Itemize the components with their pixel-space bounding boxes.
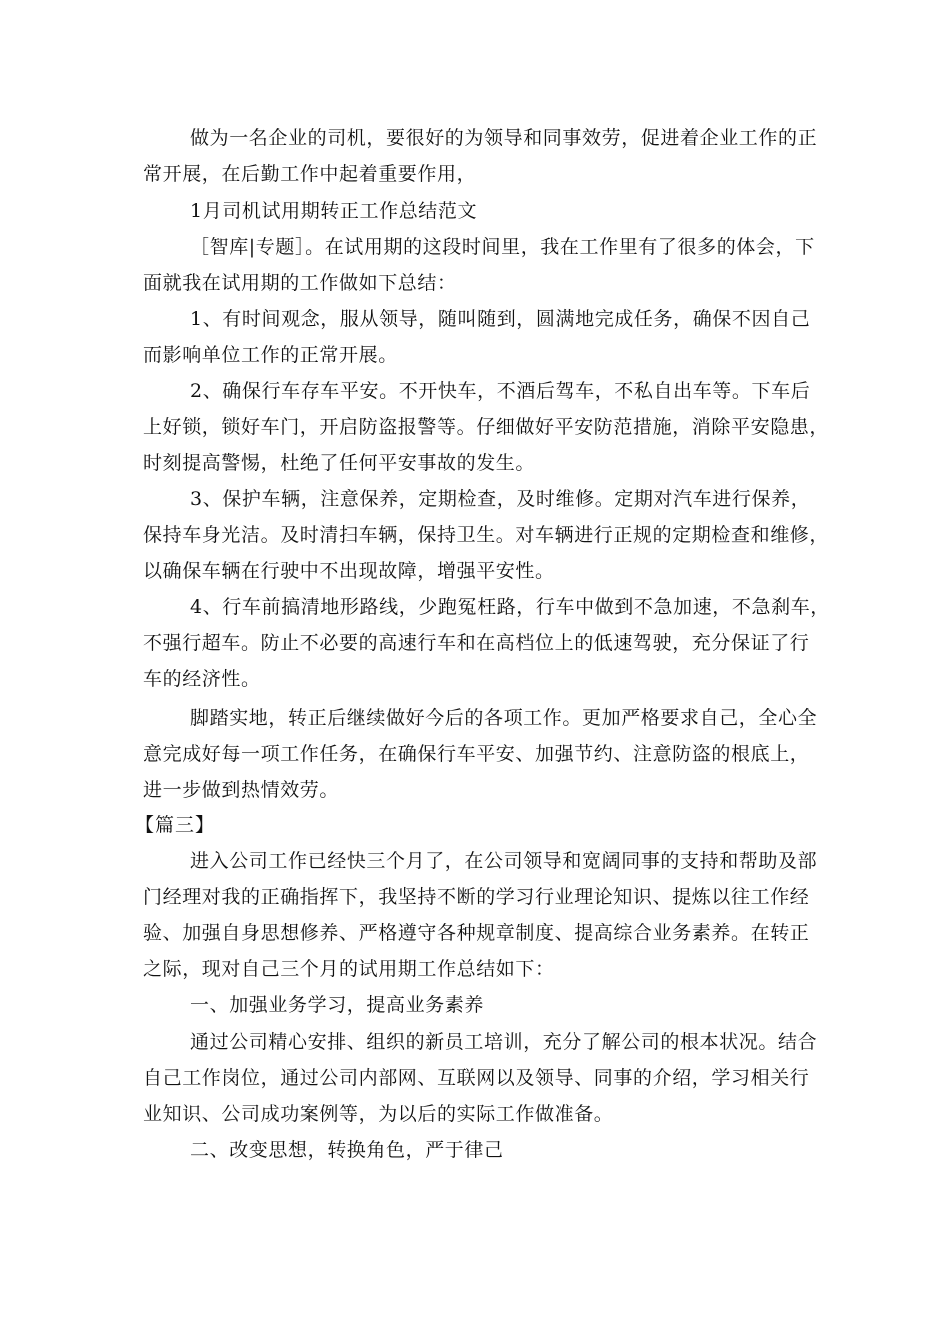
paragraph-line: 2、确保行车存车平安。不开快车，不酒后驾车，不私自出车等。下车后 bbox=[190, 380, 811, 402]
paragraph-line: 门经理对我的正确指挥下，我坚持不断的学习行业理论知识、提炼以往工作经 bbox=[143, 886, 810, 908]
paragraph-line: 验、加强自身思想修养、严格遵守各种规章制度、提高综合业务素养。在转正 bbox=[143, 922, 810, 944]
paragraph-line: 时刻提高警惕，杜绝了任何平安事故的发生。 bbox=[143, 452, 536, 474]
paragraph-line: 进入公司工作已经快三个月了，在公司领导和宽阔同事的支持和帮助及部 bbox=[190, 850, 818, 872]
paragraph-line: 自己工作岗位，通过公司内部网、互联网以及领导、同事的介绍，学习相关行 bbox=[143, 1067, 810, 1089]
paragraph-line: 4、行车前搞清地形路线，少跑冤枉路，行车中做到不急加速，不急刹车， bbox=[190, 596, 830, 618]
paragraph-line: 1、有时间观念，服从领导，随叫随到，圆满地完成任务，确保不因自己 bbox=[190, 308, 811, 330]
paragraph-line: 面就我在试用期的工作做如下总结： bbox=[143, 272, 457, 294]
paragraph-line: 上好锁，锁好车门，开启防盗报警等。仔细做好平安防范措施，消除平安隐患， bbox=[143, 416, 830, 438]
section-heading: 【篇三】 bbox=[135, 814, 216, 836]
paragraph-line: 1月司机试用期转正工作总结范文 bbox=[190, 200, 478, 222]
paragraph-line: 车的经济性。 bbox=[143, 668, 261, 690]
paragraph-line: 之际，现对自己三个月的试用期工作总结如下： bbox=[143, 958, 555, 980]
paragraph-line: 3、保护车辆，注意保养，定期检查，及时维修。定期对汽车进行保养， bbox=[190, 488, 811, 510]
paragraph-line: 做为一名企业的司机，要很好的为领导和同事效劳，促进着企业工作的正 bbox=[190, 127, 818, 149]
paragraph-line: 一、加强业务学习，提高业务素养 bbox=[190, 994, 485, 1016]
paragraph-line: 业知识、公司成功案例等，为以后的实际工作做准备。 bbox=[143, 1103, 614, 1125]
paragraph-line: 二、改变思想，转换角色，严于律己 bbox=[190, 1139, 504, 1161]
paragraph-line: 而影响单位工作的正常开展。 bbox=[143, 344, 398, 366]
paragraph-line: 意完成好每一项工作任务，在确保行车平安、加强节约、注意防盗的根底上， bbox=[143, 743, 810, 765]
paragraph-line: 保持车身光洁。及时清扫车辆，保持卫生。对车辆进行正规的定期检查和维修， bbox=[143, 524, 830, 546]
paragraph-line: 进一步做到热情效劳。 bbox=[143, 779, 340, 801]
paragraph-line: 不强行超车。防止不必要的高速行车和在高档位上的低速驾驶，充分保证了行 bbox=[143, 632, 810, 654]
paragraph-line: 脚踏实地，转正后继续做好今后的各项工作。更加严格要求自己，全心全 bbox=[190, 707, 818, 729]
paragraph-line: ［智库|专题］。在试用期的这段时间里，我在工作里有了很多的体会，下 bbox=[190, 236, 815, 258]
paragraph-line: 常开展，在后勤工作中起着重要作用， bbox=[143, 163, 477, 185]
paragraph-line: 以确保车辆在行驶中不出现故障，增强平安性。 bbox=[143, 560, 555, 582]
paragraph-line: 通过公司精心安排、组织的新员工培训，充分了解公司的根本状况。结合 bbox=[190, 1031, 818, 1053]
